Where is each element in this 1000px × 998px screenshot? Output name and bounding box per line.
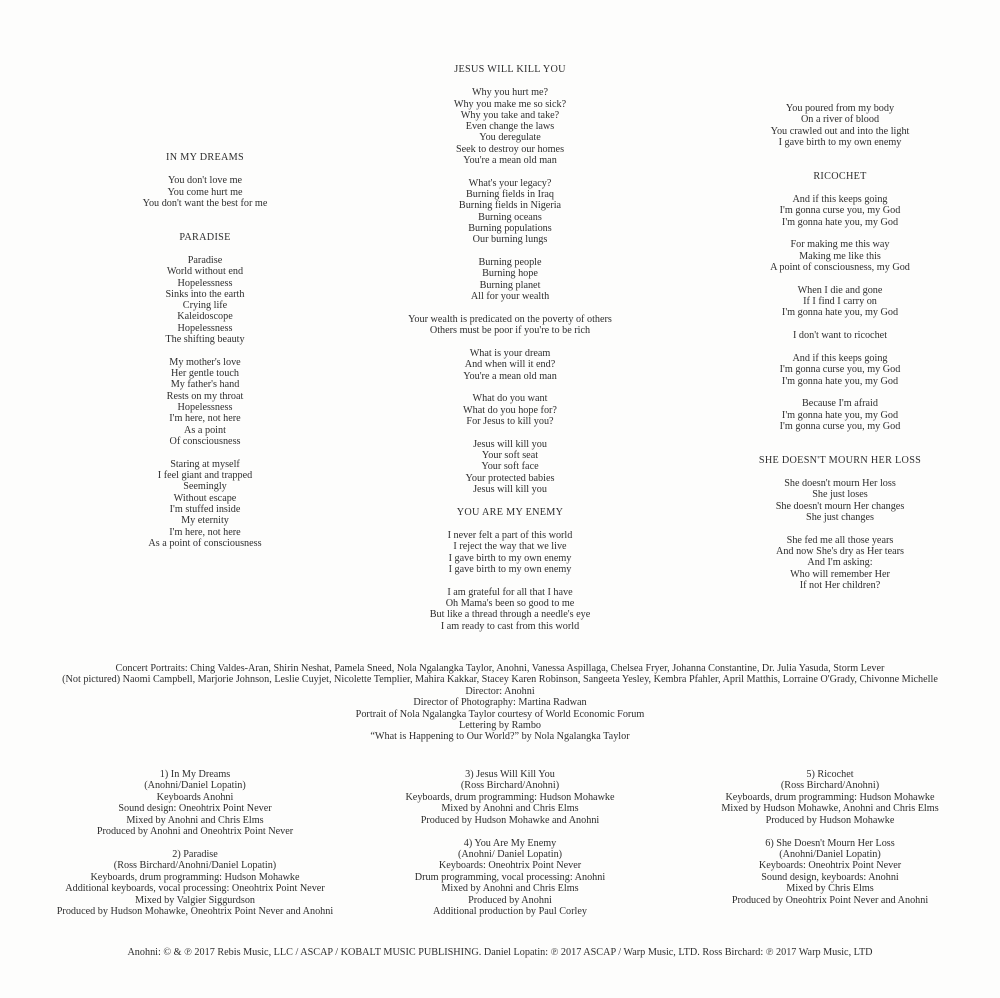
lyrics-stanza	[95, 459, 315, 549]
lyric-line: Her gentle touch	[171, 368, 239, 380]
song-title-paradise: PARADISE	[179, 231, 231, 243]
lyric-line: You crawled out and into the light	[770, 125, 910, 137]
lyric-line: I'm gonna hate you, my God	[781, 216, 899, 228]
credit-line: Director of Photography: Martina Radwan	[413, 697, 587, 709]
lyric-line: Our burning lungs	[472, 234, 548, 246]
lyric-line: Why you take and take?	[460, 109, 560, 121]
lyrics-stanza	[395, 257, 625, 302]
track-credit-line: Produced by Anohni	[468, 894, 552, 906]
lyric-line: And now She's dry as Her tears	[775, 546, 905, 558]
lyric-line: If not Her children?	[799, 579, 881, 591]
track-credit-line: Keyboards, drum programming: Hudson Mohawke	[90, 871, 300, 883]
lyric-line: My eternity	[181, 515, 229, 527]
lyric-line: Paradise	[187, 254, 223, 266]
lyric-line: What do you hope for?	[463, 404, 557, 416]
track-credit-line: Keyboards: Oneohtrix Point Never	[438, 860, 582, 872]
track-credit-line: Mixed by Chris Elms	[786, 883, 874, 895]
lyric-line: I'm stuffed inside	[169, 503, 241, 515]
lyric-line: I'm gonna curse you, my God	[779, 420, 901, 432]
copyright-notice: Anohni: © & ℗ 2017 Rebis Music, LLC / ASCAP / KOBALT MUSIC PUBLISHING. Daniel Lopatin: ℗ 2017 ASCAP / Warp Music, LTD. Ross Birchard: ℗ 2017 Warp Music, LTD	[127, 947, 873, 958]
credit-line: “What is Happening to Our World?” by Nola Ngalangka Taylor	[370, 731, 630, 743]
lyric-line: Burning hope	[482, 268, 538, 280]
lyric-line: You're a mean old man	[463, 370, 557, 382]
lyric-line: What is your dream	[469, 347, 551, 359]
credit-line: Director: Anohni	[465, 685, 535, 697]
lyric-line: Sinks into the earth	[165, 288, 245, 300]
lyric-line: You don't want the best for me	[142, 197, 268, 209]
lyrics-stanza	[395, 530, 625, 575]
lyric-line: And I'm asking:	[807, 557, 873, 569]
lyric-line: Jesus will kill you	[473, 483, 547, 495]
lyrics-column-right	[730, 103, 950, 603]
track-credit	[370, 769, 650, 826]
lyrics-stanza	[730, 239, 950, 273]
lyrics-stanza	[730, 194, 950, 228]
lyric-line: All for your wealth	[470, 291, 550, 303]
lyric-line: You don't love me	[167, 175, 243, 187]
song-title-in-my-dreams: IN MY DREAMS	[166, 152, 244, 163]
track-credit-line: 1) In My Dreams	[159, 769, 231, 780]
lyrics-stanza	[730, 353, 950, 387]
track-credit-line: 2) Paradise	[172, 848, 218, 860]
lyric-line: Your wealth is predicated on the poverty of others	[408, 313, 612, 325]
song-title-you-are-my-enemy: YOU ARE MY ENEMY	[456, 506, 564, 518]
lyric-line: Burning fields in Nigeria	[458, 200, 562, 212]
lyrics-stanza	[95, 255, 315, 345]
lyric-line: Making me like this	[799, 250, 881, 262]
lyric-line: You're a mean old man	[463, 155, 557, 167]
lyric-line: Burning people	[478, 257, 542, 269]
lyric-line: I'm gonna hate you, my God	[781, 409, 899, 421]
track-credit-line: Drum programming, vocal processing: Anohni	[414, 871, 606, 883]
track-credit-line: (Ross Birchard/Anohni/Daniel Lopatin)	[113, 860, 277, 872]
track-credit-line: Produced by Oneohtrix Point Never and Anohni	[731, 894, 929, 906]
track-credit-line: (Ross Birchard/Anohni)	[460, 780, 560, 792]
lyric-line: I'm gonna curse you, my God	[779, 205, 901, 217]
track-credit-line: Additional keyboards, vocal processing: Oneohtrix Point Never	[65, 883, 325, 895]
lyrics-stanza	[395, 348, 625, 382]
lyric-line: If I find I carry on	[803, 296, 877, 308]
credit-line: Concert Portraits: Ching Valdes-Aran, Shirin Neshat, Pamela Sneed, Nola Ngalangka Taylor, Anohni, Vanessa Aspillaga, Chelsea Fryer, Johanna Constantine, Dr. Julia Yasuda, Storm Lever	[115, 663, 885, 674]
track-credit-line: (Anohni/ Daniel Lopatin)	[457, 848, 563, 860]
lyric-line: You poured from my body	[785, 103, 895, 114]
lyric-line: Burning fields in Iraq	[466, 189, 554, 201]
lyric-line: I am ready to cast from this world	[440, 620, 580, 632]
lyric-line: Seek to destroy our homes	[455, 143, 565, 155]
lyric-line: Burning populations	[468, 223, 552, 235]
lyric-line: I gave birth to my own enemy	[448, 563, 572, 575]
lyric-line: You deregulate	[479, 132, 541, 144]
lyric-line: Why you make me so sick?	[453, 98, 567, 110]
lyric-line: She just changes	[806, 511, 874, 523]
track-credits-middle	[370, 769, 650, 929]
lyric-line: What's your legacy?	[468, 177, 552, 189]
lyrics-stanza	[395, 587, 625, 632]
lyric-line: And when will it end?	[464, 359, 556, 371]
lyric-line: Rests on my throat	[166, 390, 244, 402]
track-credit-line: Mixed by Hudson Mohawke, Anohni and Chris Elms	[721, 803, 939, 815]
lyric-line: I'm here, not here	[169, 413, 241, 425]
lyric-line: You come hurt me	[167, 186, 243, 198]
track-credit-line: Keyboards, drum programming: Hudson Mohawke	[405, 791, 615, 803]
lyric-line: What do you want	[472, 393, 548, 405]
lyrics-stanza	[95, 175, 315, 209]
track-credit-line: 6) She Doesn't Mourn Her Loss	[765, 837, 895, 849]
track-credit-line: Produced by Hudson Mohawke and Anohni	[420, 814, 600, 826]
lyric-line: Who will remember Her	[790, 568, 890, 580]
track-credit-line: Keyboards: Oneohtrix Point Never	[758, 860, 902, 872]
lyrics-stanza	[395, 439, 625, 495]
lyrics-stanza	[730, 103, 950, 148]
track-credit-line: Keyboards Anohni	[156, 791, 234, 803]
track-credit-line: (Ross Birchard/Anohni)	[780, 780, 880, 792]
lyrics-stanza	[395, 178, 625, 246]
lyric-line: Oh Mama's been so good to me	[445, 597, 575, 609]
lyrics-stanza	[95, 357, 315, 447]
lyrics-stanza	[395, 87, 625, 166]
lyric-line: Hopelessness	[177, 277, 233, 289]
lyric-line: Others must be poor if you're to be rich	[429, 325, 591, 337]
lyric-line: As a point of consciousness	[148, 537, 262, 549]
lyric-line: Crying life	[182, 300, 228, 312]
lyrics-stanza	[730, 398, 950, 432]
lyric-line: But like a thread through a needle's eye	[429, 609, 591, 621]
lyrics-stanza	[730, 478, 950, 523]
lyrics-stanza	[395, 314, 625, 337]
track-credit	[50, 769, 340, 837]
track-credit	[690, 838, 970, 906]
credit-line: Portrait of Nola Ngalangka Taylor courtesy of World Economic Forum	[355, 708, 645, 720]
track-credit-line: 5) Ricochet	[806, 769, 854, 780]
lyric-line: Even change the laws	[465, 121, 555, 133]
lyrics-stanza	[395, 393, 625, 427]
lyric-line: As a point	[184, 424, 226, 436]
lyric-line: She fed me all those years	[786, 534, 894, 546]
lyric-line: My father's hand	[170, 379, 240, 391]
lyric-line: Of consciousness	[169, 435, 241, 447]
lyrics-column-middle	[395, 64, 625, 643]
lyric-line: Burning planet	[479, 279, 541, 291]
track-credit-line: Sound design, keyboards: Anohni	[761, 871, 899, 883]
lyric-line: On a river of blood	[800, 114, 880, 126]
track-credit-line: Keyboards, drum programming: Hudson Mohawke	[725, 791, 935, 803]
lyric-line: I'm here, not here	[169, 526, 241, 538]
lyric-line: Hopelessness	[177, 402, 233, 414]
track-credit	[370, 838, 650, 918]
lyric-line: I'm gonna curse you, my God	[779, 364, 901, 376]
track-credit-line: Mixed by Anohni and Chris Elms	[441, 883, 579, 895]
credit-line: (Not pictured) Naomi Campbell, Marjorie Johnson, Leslie Cuyjet, Nicolette Templier, Mahira Kakkar, Stacey Karen Robinson, Sangeeta Yesley, Kembra Pfahler, April Matthis, Lorraine O'Grady, Chivonne Michelle	[62, 674, 938, 686]
lyrics-stanza	[730, 535, 950, 591]
credit-line: Lettering by Rambo	[458, 720, 542, 732]
lyric-line: I'm gonna hate you, my God	[781, 307, 899, 319]
lyric-line: My mother's love	[169, 356, 241, 368]
track-credit	[690, 769, 970, 826]
lyrics-stanza	[730, 330, 950, 341]
lyric-line: Kaleidoscope	[177, 311, 233, 323]
track-credit-line: (Anohni/Daniel Lopatin)	[144, 780, 246, 792]
lyric-line: Staring at myself	[170, 458, 240, 470]
track-credit-line: Produced by Hudson Mohawke, Oneohtrix Point Never and Anohni	[56, 905, 334, 917]
track-credit-line: Mixed by Anohni and Chris Elms	[441, 803, 579, 815]
lyric-line: For making me this way	[790, 239, 890, 251]
lyric-line: The shifting beauty	[165, 334, 245, 346]
track-credit-line: (Anohni/Daniel Lopatin)	[779, 848, 881, 860]
album-credits	[60, 663, 940, 743]
track-credit-line: 4) You Are My Enemy	[463, 837, 557, 849]
lyric-line: I don't want to ricochet	[792, 330, 888, 342]
lyric-line: A point of consciousness, my God	[770, 261, 910, 273]
song-title-ricochet: RICOCHET	[813, 170, 867, 182]
track-credits-right	[690, 769, 970, 917]
lyric-line: I never felt a part of this world	[447, 530, 573, 541]
lyric-line: Seemingly	[183, 481, 227, 493]
lyric-line: I gave birth to my own enemy	[448, 552, 572, 564]
lyric-line: Your protected babies	[465, 472, 555, 484]
lyric-line: And if this keeps going	[792, 352, 888, 364]
track-credit-line: 3) Jesus Will Kill You	[465, 769, 555, 780]
lyric-line: Hopelessness	[177, 322, 233, 334]
lyric-line: She doesn't mourn Her loss	[784, 478, 896, 490]
lyric-line: Because I'm afraid	[802, 398, 878, 410]
lyric-line: I'm gonna hate you, my God	[781, 375, 899, 387]
song-title-she-doesnt-mourn-her-loss: SHE DOESN'T MOURN HER LOSS	[758, 454, 922, 466]
lyric-line: Jesus will kill you	[473, 438, 547, 450]
track-credit-line: Mixed by Valgier Siggurdson	[134, 894, 256, 906]
track-credit-line: Produced by Hudson Mohawke	[765, 814, 895, 826]
track-credit	[50, 849, 340, 917]
track-credit-line: Mixed by Anohni and Chris Elms	[126, 814, 264, 826]
lyric-line: I am grateful for all that I have	[447, 586, 573, 598]
lyric-line: Your soft seat	[481, 450, 539, 462]
lyrics-column-left	[95, 152, 315, 561]
lyric-line: And if this keeps going	[792, 193, 888, 205]
lyric-line: She doesn't mourn Her changes	[775, 500, 905, 512]
track-credit-line: Sound design: Oneohtrix Point Never	[118, 803, 272, 815]
lyric-line: I feel giant and trapped	[157, 470, 253, 482]
track-credit-line: Produced by Anohni and Oneohtrix Point Never	[96, 826, 294, 838]
lyric-line: I reject the way that we live	[453, 541, 567, 553]
lyric-line: She just loses	[812, 489, 868, 501]
lyric-line: Your soft face	[481, 461, 539, 473]
lyric-line: Without escape	[173, 492, 237, 504]
song-title-jesus-will-kill-you: JESUS WILL KILL YOU	[454, 64, 566, 75]
lyric-line: I gave birth to my own enemy	[778, 136, 902, 148]
lyric-line: World without end	[166, 266, 244, 278]
lyric-line: Burning oceans	[478, 211, 542, 223]
lyrics-stanza	[730, 285, 950, 319]
track-credits-left	[50, 769, 340, 929]
lyric-line: Why you hurt me?	[471, 87, 549, 99]
lyric-line: For Jesus to kill you?	[466, 415, 554, 427]
lyric-line: When I die and gone	[797, 284, 883, 296]
track-credit-line: Additional production by Paul Corley	[433, 905, 587, 917]
